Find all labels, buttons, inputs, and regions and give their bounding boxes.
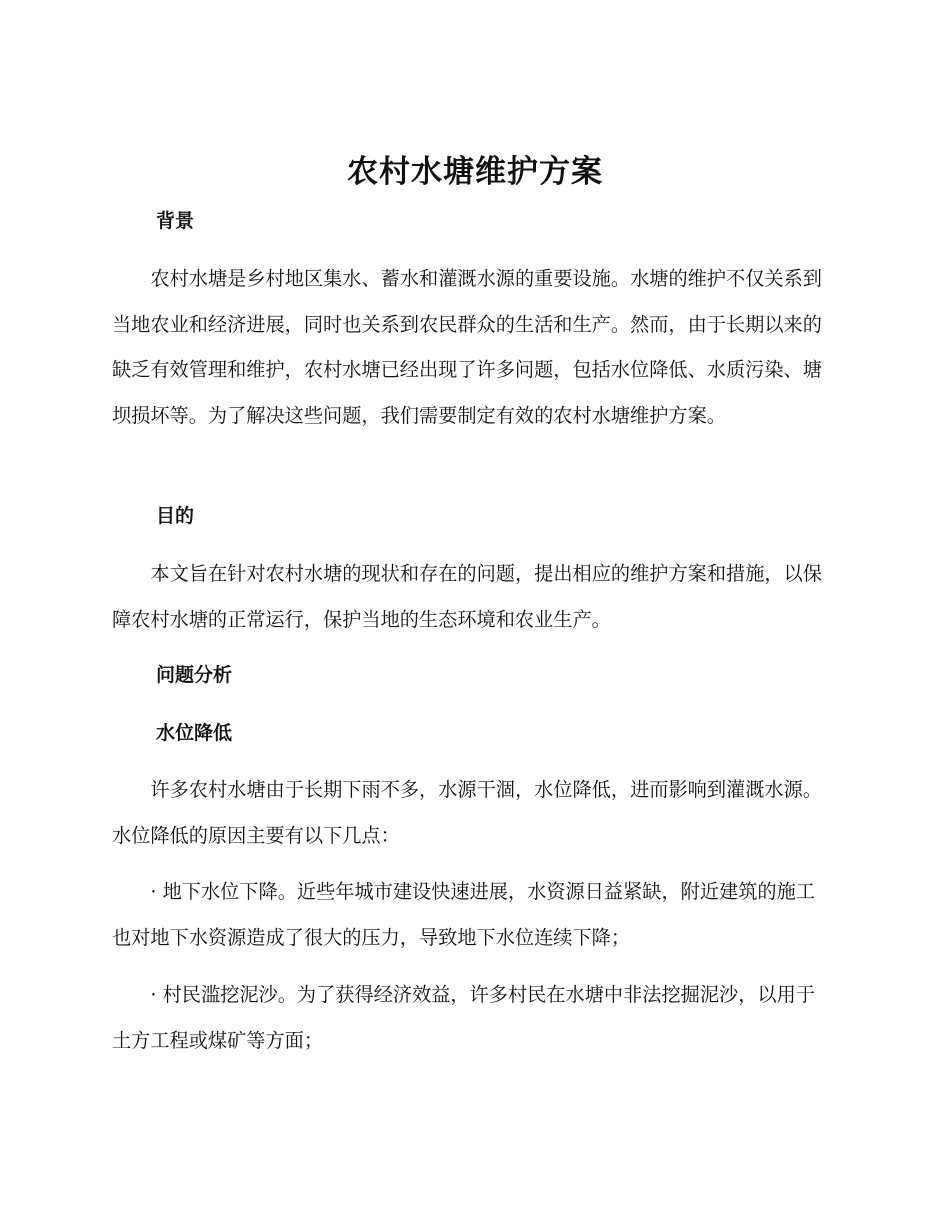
bullet-groundwater-decline: · 地下水位下降。近些年城市建设快速进展，水资源日益紧缺，附近建筑的施工也对地下水资源造成了很大的压力，导致地下水位连续下降； [112,880,815,949]
section-heading-problem-analysis: 问题分析 [156,664,233,686]
document-title: 农村水塘维护方案 [347,154,603,190]
paragraph-water-level-drop: 许多农村水塘由于长期下雨不多，水源干涸，水位降低，进而影响到灌溉水源。水位降低的原因主要有以下几点： [112,778,822,847]
paragraph-purpose: 本文旨在针对农村水塘的现状和存在的问题，提出相应的维护方案和措施，以保障农村水塘的正常运行，保护当地的生态环境和农业生产。 [112,562,822,631]
paragraph-background: 农村水塘是乡村地区集水、蓄水和灌溉水源的重要设施。水塘的维护不仅关系到当地农业和经济进展，同时也关系到农民群众的生活和生产。然而，由于长期以来的缺乏有效管理和维护，农村水塘已经出现了许多问题，包括水位降低、水质污染、塘坝损坏等。为了解决这些问题，我们需要制定有效的农村水塘维护方案。 [112,267,822,427]
section-heading-background: 背景 [156,210,195,232]
section-heading-water-level-drop: 水位降低 [156,722,233,744]
bullet-illegal-sand-digging: · 村民滥挖泥沙。为了获得经济效益，许多村民在水塘中非法挖掘泥沙，以用于土方工程或煤矿等方面； [112,983,815,1052]
section-heading-purpose: 目的 [156,505,195,527]
